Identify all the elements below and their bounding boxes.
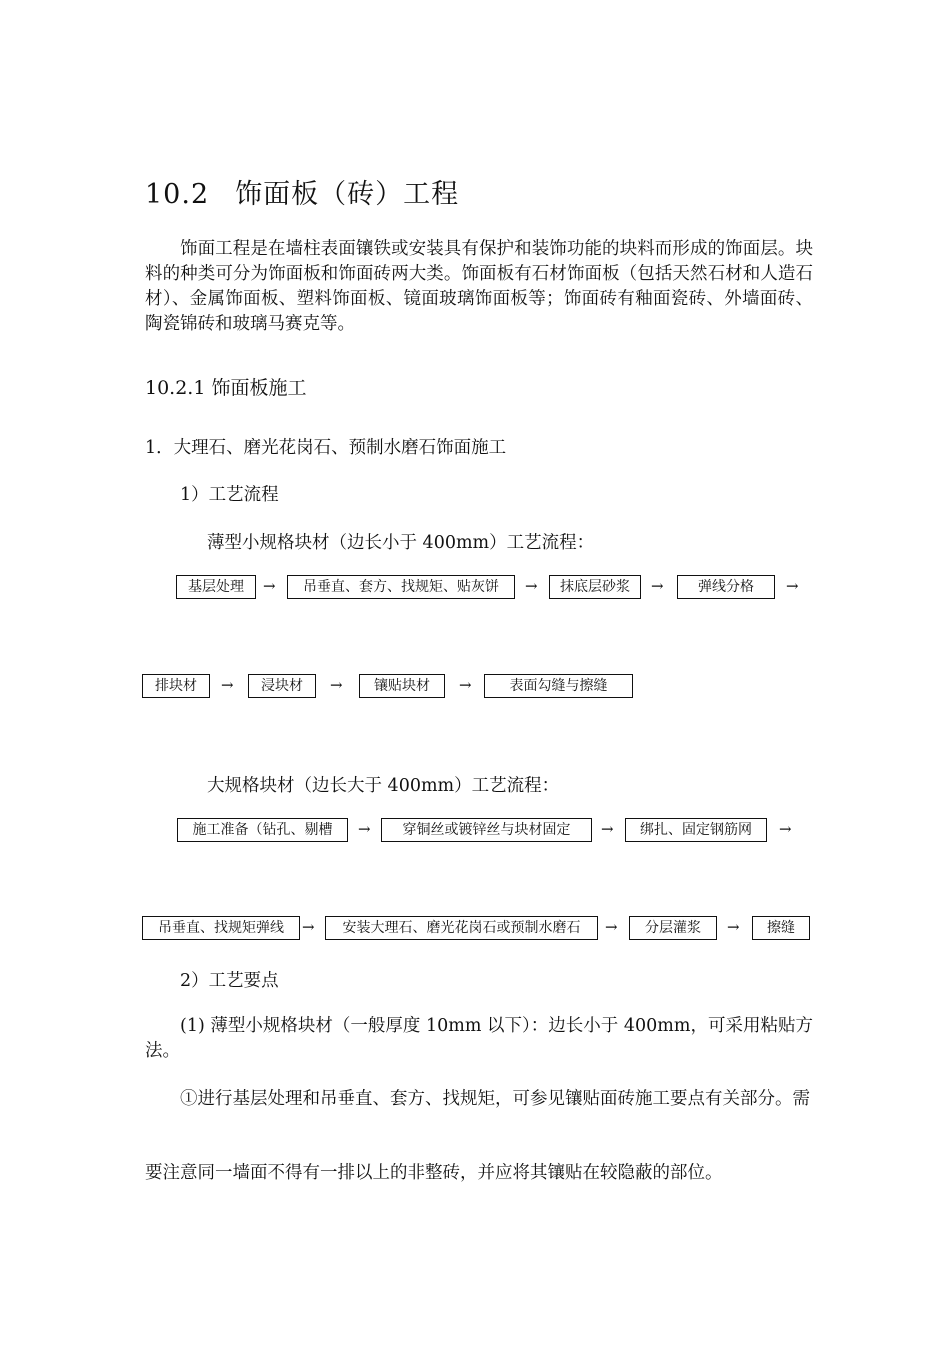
flow-box: 擦缝 — [752, 916, 810, 940]
flow-arrow: → — [651, 577, 664, 595]
flow-box: 表面勾缝与擦缝 — [484, 674, 633, 698]
point-1a-paragraph: ①进行基层处理和吊垂直、套方、找规矩，可参见镶贴面砖施工要点有关部分。需 — [180, 1089, 810, 1109]
flow-arrow: → — [302, 918, 315, 936]
flow-arrow: → — [727, 918, 740, 936]
section-title — [145, 172, 459, 211]
flow-box: 分层灌浆 — [629, 916, 717, 940]
flow-box: 绑扎、固定钢筋网 — [625, 818, 767, 842]
flow-arrow: → — [605, 918, 618, 936]
flow-arrow: → — [525, 577, 538, 595]
flow-arrow: → — [263, 577, 276, 595]
flow-arrow: → — [459, 676, 472, 694]
item-1-heading: 1．大理石、磨光花岗石、预制水磨石饰面施工 — [145, 438, 507, 458]
step-2-heading: 2）工艺要点 — [180, 971, 279, 991]
step-1-heading: 1）工艺流程 — [180, 485, 279, 505]
flow-box: 施工准备（钻孔、剔槽 — [177, 818, 348, 842]
subsection-title: 10.2.1 饰面板施工 — [145, 377, 307, 399]
large-flow-label: 大规格块材（边长大于 400mm）工艺流程： — [207, 776, 560, 796]
section-number: 10.2 — [145, 179, 210, 210]
flow-box: 弹线分格 — [677, 575, 775, 599]
flow-arrow: → — [601, 820, 614, 838]
point-1-paragraph: (1) 薄型小规格块材（一般厚度 10mm 以下）：边长小于 400mm，可采用粘贴方法。 — [145, 1016, 813, 1061]
flow-box: 浸块材 — [248, 674, 316, 698]
flow-box: 安装大理石、磨光花岗石或预制水磨石 — [325, 916, 598, 940]
small-flow-label: 薄型小规格块材（边长小于 400mm）工艺流程： — [207, 533, 595, 553]
flow-box: 穿铜丝或镀锌丝与块材固定 — [381, 818, 592, 842]
flow-arrow: → — [786, 577, 799, 595]
section-title-text: 饰面板（砖）工程 — [235, 179, 460, 210]
flow-arrow: → — [358, 820, 371, 838]
flow-box: 吊垂直、套方、找规矩、贴灰饼 — [287, 575, 515, 599]
flow-arrow: → — [330, 676, 343, 694]
flow-box: 镶贴块材 — [359, 674, 445, 698]
flow-box: 基层处理 — [176, 575, 256, 599]
flow-box: 排块材 — [142, 674, 210, 698]
flow-box: 吊垂直、找规矩弹线 — [142, 916, 300, 940]
flow-arrow: → — [221, 676, 234, 694]
flow-box: 抹底层砂浆 — [549, 575, 641, 599]
point-1b-paragraph: 要注意同一墙面不得有一排以上的非整砖，并应将其镶贴在较隐蔽的部位。 — [145, 1163, 723, 1183]
flow-arrow: → — [779, 820, 792, 838]
intro-paragraph: 饰面工程是在墙柱表面镶铁或安装具有保护和装饰功能的块料而形成的饰面层。块料的种类可分为饰面板和饰面砖两大类。饰面板有石材饰面板（包括天然石材和人造石材）、金属饰面板、塑料饰面板、镜面玻璃饰面板等；饰面砖有釉面瓷砖、外墙面砖、陶瓷锦砖和玻璃马赛克等。 — [145, 239, 813, 334]
